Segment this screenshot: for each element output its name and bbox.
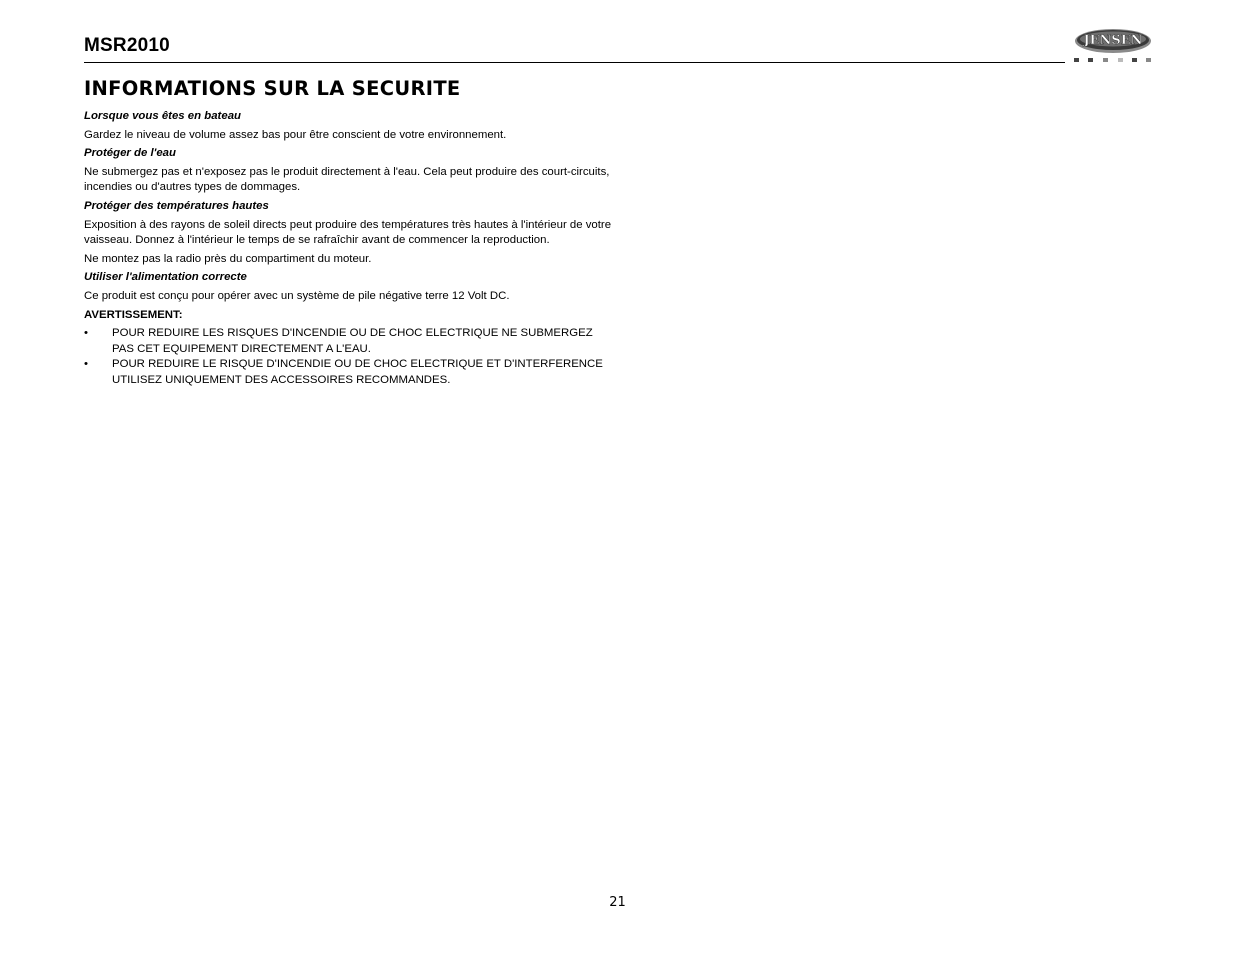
warning-text: POUR REDUIRE LE RISQUE D'INCENDIE OU DE CHOC ELECTRIQUE ET D'INTERFERENCE UTILISEZ UNIQUEMENT DES ACCESSOIRES RECOMMANDES. (112, 358, 603, 386)
section-paragraph: Ne submergez pas et n'exposez pas le produit directement à l'eau. Cela peut produire des court-circuits, incendies ou d'autres types de dommages. (84, 165, 610, 194)
svg-text:JENSEN: JENSEN (1083, 33, 1143, 48)
bullet-icon: • (84, 358, 88, 371)
section-paragraph: Ce produit est conçu pour opérer avec un système de pile négative terre 12 Volt DC. (84, 289, 510, 302)
warning-list (84, 326, 614, 388)
section-paragraph: Exposition à des rayons de soleil directs peut produire des températures très hautes à l'intérieur de votre vaisseau. Donnez à l'intérieur le temps de se rafraîchir avant de commencer la reproduction. (84, 218, 612, 247)
bullet-icon: • (84, 327, 88, 340)
safety-content (84, 109, 614, 389)
section-paragraph: Gardez le niveau de volume assez bas pour être conscient de votre environnement. (84, 128, 507, 141)
warning-label: AVERTISSEMENT: (84, 308, 183, 321)
warning-item (84, 357, 614, 388)
section-heading: Utiliser l'alimentation correcte (84, 271, 247, 284)
section-heading: Lorsque vous êtes en bateau (84, 110, 241, 122)
page-number: 21 (609, 895, 626, 910)
section-paragraph: Ne montez pas la radio près du compartiment du moteur. (84, 252, 372, 265)
warning-item (84, 326, 614, 357)
warning-text: POUR REDUIRE LES RISQUES D'INCENDIE OU DE CHOC ELECTRIQUE NE SUBMERGEZ PAS CET EQUIPEMENT DIRECTEMENT A L'EAU. (112, 327, 593, 355)
jensen-marine-logo (1070, 26, 1156, 76)
section-heading: Protéger de l'eau (84, 147, 176, 160)
section-heading: Protéger des températures hautes (84, 199, 269, 212)
model-name: MSR2010 (84, 35, 170, 56)
page-title: INFORMATIONS SUR LA SECURITE (84, 77, 461, 100)
header-rule (84, 62, 1065, 63)
